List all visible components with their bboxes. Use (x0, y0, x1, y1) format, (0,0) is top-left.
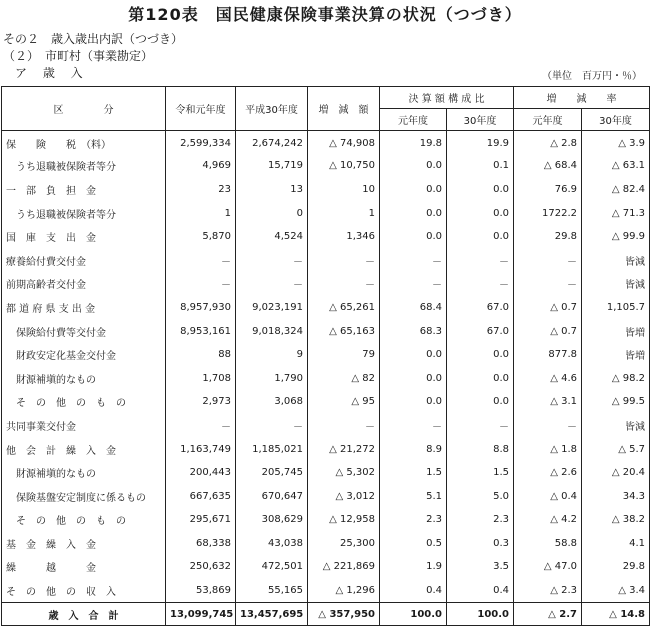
cell-h30: 308,629 (236, 508, 308, 532)
cell-rate-r1: △ 1.8 (514, 437, 582, 461)
row-label: 共同事業交付金 (2, 414, 166, 438)
row-label: そ の 他 の も の (2, 508, 166, 532)
header-ratio-group: 決 算 額 構 成 比 (380, 87, 514, 109)
cell-rate-h30: 4.1 (582, 532, 650, 556)
row-label: うち退職被保険者等分 (2, 154, 166, 178)
cell-rate-h30: △ 99.5 (582, 390, 650, 414)
cell-rate-h30: 皆減 (582, 414, 650, 438)
subsection-subtitle: （２） 市町村（事業勘定） (3, 49, 154, 63)
total-cell-ratio-h30: 100.0 (447, 602, 514, 626)
cell-rate-r1: △ 2.8 (514, 131, 582, 155)
total-cell-change: △ 357,950 (308, 602, 380, 626)
total-row (2, 602, 650, 626)
cell-h30: 9 (236, 343, 308, 367)
cell-r1: － (166, 414, 236, 438)
cell-rate-r1: △ 0.4 (514, 484, 582, 508)
table-row (2, 390, 650, 414)
header-ratio-h30: 30年度 (447, 109, 514, 131)
table-row (2, 248, 650, 272)
cell-change: － (308, 414, 380, 438)
cell-h30: 1,185,021 (236, 437, 308, 461)
cell-ratio-h30: 8.8 (447, 437, 514, 461)
table-row (2, 414, 650, 438)
cell-rate-h30: △ 20.4 (582, 461, 650, 485)
cell-ratio-r1: 19.8 (380, 131, 447, 155)
cell-ratio-h30: 5.0 (447, 484, 514, 508)
row-label: 一 部 負 担 金 (2, 178, 166, 202)
cell-rate-h30: △ 82.4 (582, 178, 650, 202)
cell-change: △ 221,869 (308, 555, 380, 579)
cell-ratio-r1: 0.0 (380, 366, 447, 390)
cell-ratio-r1: 0.0 (380, 178, 447, 202)
row-label: 前期高齢者交付金 (2, 272, 166, 296)
cell-rate-h30: △ 5.7 (582, 437, 650, 461)
cell-rate-h30: △ 38.2 (582, 508, 650, 532)
cell-r1: 53,869 (166, 579, 236, 603)
cell-rate-r1: △ 2.6 (514, 461, 582, 485)
cell-r1: 68,338 (166, 532, 236, 556)
cell-r1: 1 (166, 201, 236, 225)
cell-ratio-r1: 0.0 (380, 225, 447, 249)
cell-ratio-h30: 3.5 (447, 555, 514, 579)
table-row (2, 579, 650, 603)
header-change: 増 減 額 (308, 87, 380, 131)
cell-rate-h30: △ 3.9 (582, 131, 650, 155)
cell-change: 79 (308, 343, 380, 367)
cell-ratio-r1: － (380, 272, 447, 296)
total-cell-rate-r1: △ 2.7 (514, 602, 582, 626)
cell-rate-r1: － (514, 248, 582, 272)
cell-r1: － (166, 248, 236, 272)
table-body (2, 131, 650, 626)
table-heading: ア 歳 入 (15, 66, 89, 80)
cell-rate-r1: △ 4.6 (514, 366, 582, 390)
cell-h30: 2,674,242 (236, 131, 308, 155)
header-r1: 令和元年度 (166, 87, 236, 131)
cell-change: △ 3,012 (308, 484, 380, 508)
cell-ratio-h30: 67.0 (447, 319, 514, 343)
cell-h30: － (236, 414, 308, 438)
cell-rate-h30: 皆増 (582, 343, 650, 367)
table-row (2, 319, 650, 343)
cell-change: △ 74,908 (308, 131, 380, 155)
table-row (2, 178, 650, 202)
cell-r1: － (166, 272, 236, 296)
cell-rate-r1: △ 3.1 (514, 390, 582, 414)
total-cell-r1: 13,099,745 (166, 602, 236, 626)
page-title: 第120表 国民健康保険事業決算の状況（つづき） (128, 5, 522, 24)
table-row (2, 366, 650, 390)
cell-rate-h30: △ 3.4 (582, 579, 650, 603)
cell-h30: 55,165 (236, 579, 308, 603)
table-row (2, 201, 650, 225)
header-rate-group: 増 減 率 (514, 87, 650, 109)
header-ratio-r1: 元年度 (380, 109, 447, 131)
table-row (2, 272, 650, 296)
cell-ratio-r1: 68.4 (380, 296, 447, 320)
cell-rate-h30: △ 99.9 (582, 225, 650, 249)
table-row (2, 296, 650, 320)
total-cell-rate-h30: △ 14.8 (582, 602, 650, 626)
row-label: 保険基盤安定制度に係るもの (2, 484, 166, 508)
row-label: 財源補塡的なもの (2, 461, 166, 485)
cell-rate-h30: 皆増 (582, 319, 650, 343)
cell-rate-h30: △ 63.1 (582, 154, 650, 178)
cell-rate-r1: 76.9 (514, 178, 582, 202)
header-h30: 平成30年度 (236, 87, 308, 131)
cell-rate-r1: △ 0.7 (514, 296, 582, 320)
row-label: 基 金 繰 入 金 (2, 532, 166, 556)
cell-ratio-h30: 0.0 (447, 366, 514, 390)
cell-ratio-r1: 5.1 (380, 484, 447, 508)
cell-rate-r1: △ 68.4 (514, 154, 582, 178)
cell-rate-h30: △ 71.3 (582, 201, 650, 225)
cell-ratio-h30: 2.3 (447, 508, 514, 532)
row-label: 繰 越 金 (2, 555, 166, 579)
cell-h30: － (236, 272, 308, 296)
row-label: 療養給付費交付金 (2, 248, 166, 272)
row-label: そ の 他 の も の (2, 390, 166, 414)
cell-rate-r1: 877.8 (514, 343, 582, 367)
cell-ratio-h30: 0.0 (447, 178, 514, 202)
cell-change: △ 12,958 (308, 508, 380, 532)
row-label: 都 道 府 県 支 出 金 (2, 296, 166, 320)
total-label: 歳 入 合 計 (2, 602, 166, 626)
cell-change: △ 65,163 (308, 319, 380, 343)
total-cell-ratio-r1: 100.0 (380, 602, 447, 626)
cell-ratio-h30: 0.3 (447, 532, 514, 556)
cell-rate-r1: △ 0.7 (514, 319, 582, 343)
cell-change: △ 95 (308, 390, 380, 414)
cell-h30: 9,018,324 (236, 319, 308, 343)
cell-ratio-r1: － (380, 248, 447, 272)
header-category: 区 分 (2, 87, 166, 131)
cell-ratio-h30: 0.4 (447, 579, 514, 603)
table-row (2, 532, 650, 556)
cell-ratio-r1: 2.3 (380, 508, 447, 532)
cell-ratio-r1: 0.0 (380, 201, 447, 225)
cell-ratio-h30: － (447, 272, 514, 296)
cell-h30: 1,790 (236, 366, 308, 390)
cell-r1: 295,671 (166, 508, 236, 532)
cell-h30: 13 (236, 178, 308, 202)
row-label: そ の 他 の 収 入 (2, 579, 166, 603)
cell-change: － (308, 272, 380, 296)
cell-h30: 4,524 (236, 225, 308, 249)
cell-change: 10 (308, 178, 380, 202)
cell-r1: 250,632 (166, 555, 236, 579)
cell-change: 1 (308, 201, 380, 225)
table-row (2, 555, 650, 579)
cell-ratio-r1: 0.0 (380, 390, 447, 414)
cell-ratio-h30: 0.1 (447, 154, 514, 178)
cell-ratio-r1: 1.5 (380, 461, 447, 485)
cell-rate-h30: 34.3 (582, 484, 650, 508)
cell-change: △ 82 (308, 366, 380, 390)
cell-ratio-r1: 8.9 (380, 437, 447, 461)
cell-r1: 2,973 (166, 390, 236, 414)
cell-rate-h30: 1,105.7 (582, 296, 650, 320)
table-row (2, 437, 650, 461)
row-label: 他 会 計 繰 入 金 (2, 437, 166, 461)
cell-ratio-r1: 0.4 (380, 579, 447, 603)
cell-ratio-r1: 0.0 (380, 343, 447, 367)
cell-r1: 8,957,930 (166, 296, 236, 320)
table-row (2, 461, 650, 485)
cell-r1: 88 (166, 343, 236, 367)
cell-h30: 0 (236, 201, 308, 225)
cell-rate-h30: 皆減 (582, 272, 650, 296)
section-subtitle: その２ 歳入歳出内訳（つづき） (3, 32, 184, 46)
cell-change: 1,346 (308, 225, 380, 249)
cell-r1: 23 (166, 178, 236, 202)
cell-rate-r1: － (514, 414, 582, 438)
cell-rate-h30: △ 98.2 (582, 366, 650, 390)
cell-rate-h30: 29.8 (582, 555, 650, 579)
cell-h30: 15,719 (236, 154, 308, 178)
cell-ratio-r1: 68.3 (380, 319, 447, 343)
cell-h30: 43,038 (236, 532, 308, 556)
cell-ratio-h30: 1.5 (447, 461, 514, 485)
cell-change: △ 21,272 (308, 437, 380, 461)
cell-change: △ 10,750 (308, 154, 380, 178)
cell-rate-r1: 1722.2 (514, 201, 582, 225)
cell-rate-r1: 58.8 (514, 532, 582, 556)
cell-ratio-r1: 0.5 (380, 532, 447, 556)
cell-h30: 205,745 (236, 461, 308, 485)
cell-rate-r1: △ 47.0 (514, 555, 582, 579)
table-row (2, 343, 650, 367)
cell-h30: － (236, 248, 308, 272)
cell-ratio-r1: 0.0 (380, 154, 447, 178)
row-label: 財源補塡的なもの (2, 366, 166, 390)
cell-h30: 670,647 (236, 484, 308, 508)
row-label: 国 庫 支 出 金 (2, 225, 166, 249)
table-row (2, 154, 650, 178)
cell-change: 25,300 (308, 532, 380, 556)
cell-ratio-h30: 0.0 (447, 225, 514, 249)
total-cell-h30: 13,457,695 (236, 602, 308, 626)
row-label: 保 険 税 （料） (2, 131, 166, 155)
cell-r1: 2,599,334 (166, 131, 236, 155)
cell-r1: 4,969 (166, 154, 236, 178)
table-row (2, 225, 650, 249)
cell-h30: 472,501 (236, 555, 308, 579)
cell-rate-h30: 皆減 (582, 248, 650, 272)
table-row (2, 508, 650, 532)
table-row (2, 484, 650, 508)
cell-change: △ 5,302 (308, 461, 380, 485)
cell-change: △ 1,296 (308, 579, 380, 603)
cell-ratio-r1: － (380, 414, 447, 438)
cell-h30: 9,023,191 (236, 296, 308, 320)
cell-ratio-h30: 19.9 (447, 131, 514, 155)
cell-change: △ 65,261 (308, 296, 380, 320)
revenue-table (1, 86, 650, 626)
row-label: 財政安定化基金交付金 (2, 343, 166, 367)
cell-r1: 200,443 (166, 461, 236, 485)
row-label: うち退職被保険者等分 (2, 201, 166, 225)
cell-ratio-h30: 0.0 (447, 343, 514, 367)
cell-rate-r1: － (514, 272, 582, 296)
cell-ratio-h30: － (447, 248, 514, 272)
table-row (2, 131, 650, 155)
header-rate-r1: 元年度 (514, 109, 582, 131)
cell-h30: 3,068 (236, 390, 308, 414)
cell-r1: 667,635 (166, 484, 236, 508)
cell-change: － (308, 248, 380, 272)
unit-note: （単位 百万円・％） (542, 71, 642, 82)
cell-ratio-h30: 0.0 (447, 390, 514, 414)
cell-rate-r1: △ 4.2 (514, 508, 582, 532)
cell-r1: 1,708 (166, 366, 236, 390)
cell-r1: 5,870 (166, 225, 236, 249)
cell-ratio-h30: 67.0 (447, 296, 514, 320)
cell-ratio-r1: 1.9 (380, 555, 447, 579)
cell-r1: 1,163,749 (166, 437, 236, 461)
header-rate-h30: 30年度 (582, 109, 650, 131)
row-label: 保険給付費等交付金 (2, 319, 166, 343)
cell-ratio-h30: 0.0 (447, 201, 514, 225)
cell-ratio-h30: － (447, 414, 514, 438)
cell-r1: 8,953,161 (166, 319, 236, 343)
cell-rate-r1: △ 2.3 (514, 579, 582, 603)
cell-rate-r1: 29.8 (514, 225, 582, 249)
